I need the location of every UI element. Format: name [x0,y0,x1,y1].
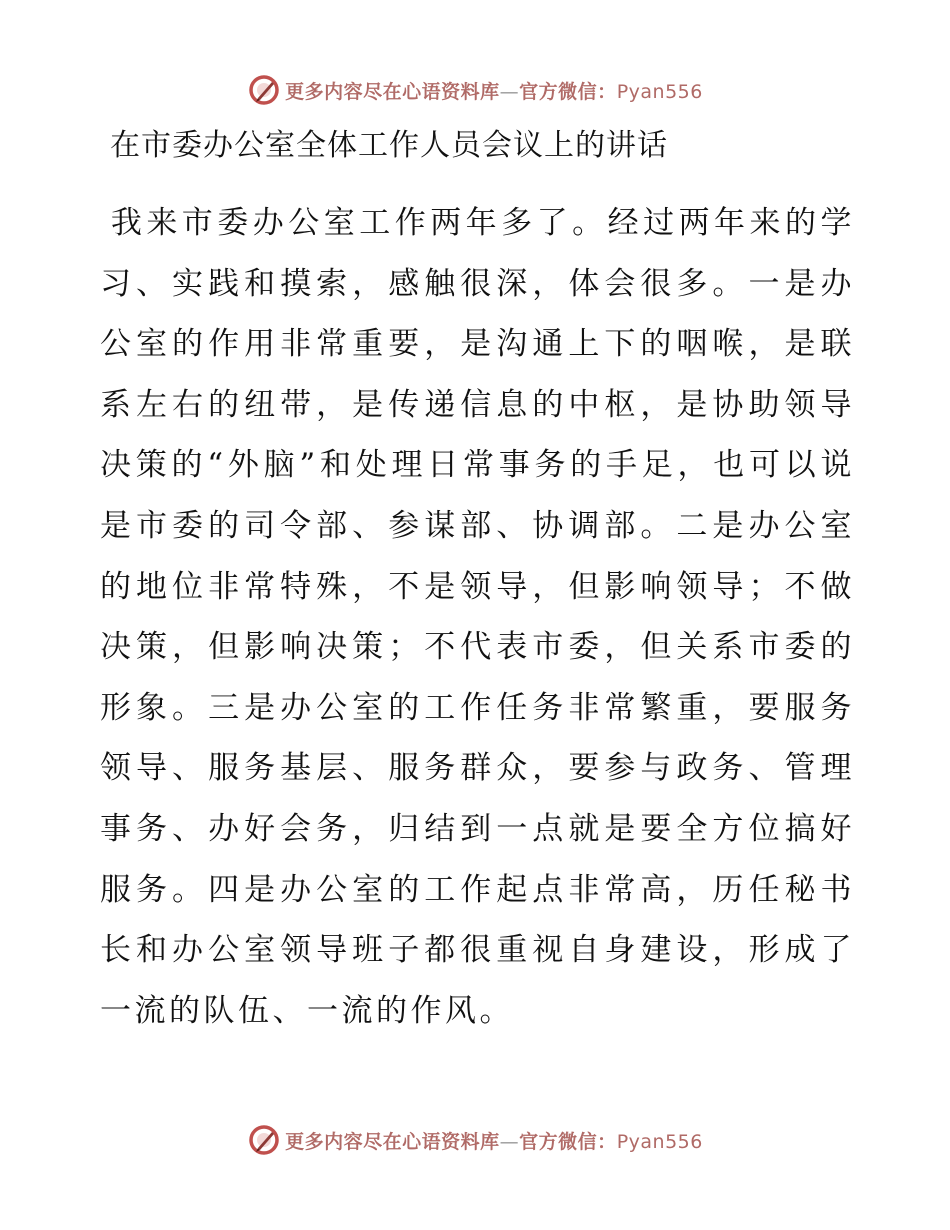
pen-ring-logo-icon [247,1123,281,1157]
footer-banner [0,1120,950,1160]
banner-separator: — [499,80,520,103]
banner-wechat-id: Pyan556 [616,1130,703,1153]
pen-ring-logo-icon [247,73,281,107]
banner-separator: — [499,1130,520,1153]
banner-promo-text: 更多内容尽在心语资料库 [285,80,500,103]
banner-promo-text: 更多内容尽在心语资料库 [285,1130,500,1153]
banner-wechat-label: 官方微信： [519,1130,617,1153]
banner-wechat-label: 官方微信： [519,80,617,103]
document-paragraph: 我来市委办公室工作两年多了。经过两年来的学习、实践和摸索，感触很深，体会很多。一是办公室的作用非常重要，是沟通上下的咽喉，是联系左右的纽带，是传递信息的中枢，是协助领导决策的“外脑”和处理日常事务的手足，也可以说是市委的司令部、参谋部、协调部。二是办公室的地位非常特殊，不是领导，但影响领导；不做决策，但影响决策；不代表市委，但关系市委的形象。三是办公室的工作任务非常繁重，要服务领导、服务基层、服务群众，要参与政务、管理事务、办好会务，归结到一点就是要全方位搞好服务。四是办公室的工作起点非常高，历任秘书长和办公室领导班子都很重视自身建设，形成了一流的队伍、一流的作风。 [100,205,855,1029]
header-banner [0,70,950,110]
document-title: 在市委办公室全体工作人员会议上的讲话 [110,128,668,163]
banner-wechat-id: Pyan556 [616,80,703,103]
